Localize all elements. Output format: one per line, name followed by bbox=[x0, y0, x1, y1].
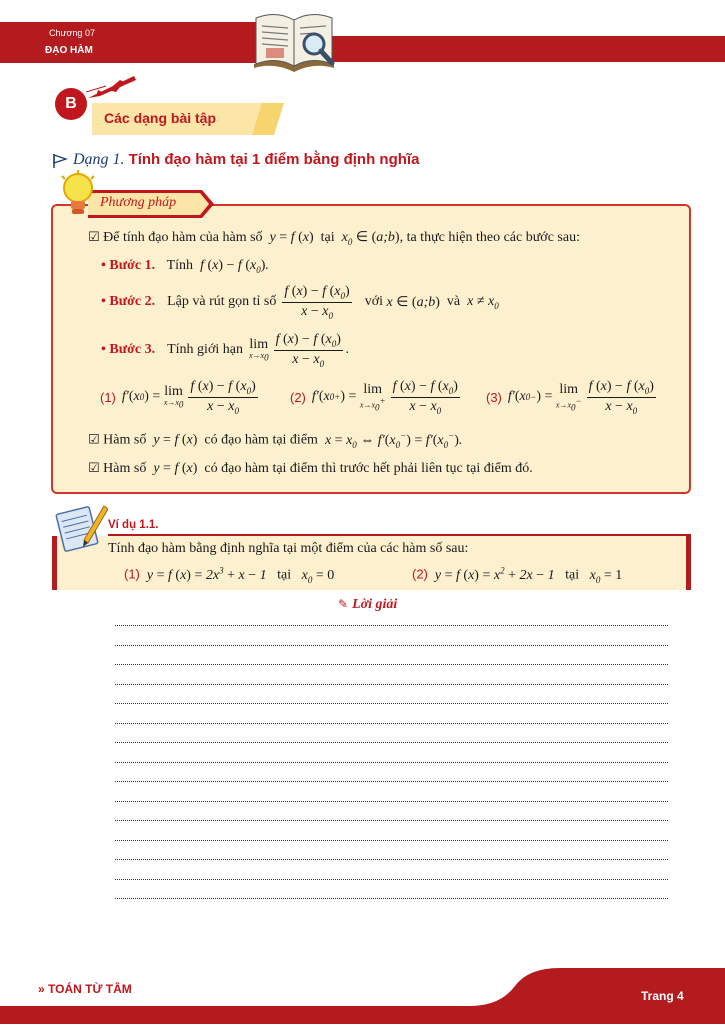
step-2-va: và bbox=[446, 294, 461, 309]
example-label: Ví dụ 1.1. bbox=[108, 519, 159, 531]
step-1 bbox=[101, 258, 269, 275]
example-item-2-tai: tại bbox=[565, 567, 580, 583]
answer-line[interactable] bbox=[115, 625, 668, 626]
note-1-formula: $x = x_0$ ⇔ $f'(x_0^-) = f'(x_0^-)$. bbox=[321, 430, 463, 450]
intro-text-post: , ta thực hiện theo các bước sau: bbox=[399, 230, 580, 245]
formula-2-num: (2) bbox=[290, 389, 306, 405]
method-tab-label: Phương pháp bbox=[100, 195, 177, 210]
answer-line[interactable] bbox=[115, 898, 668, 899]
step-3-formula: lim $x\to x_0$ $\frac{f (x) - f (x_0)}{x - x_0}$ . bbox=[248, 331, 350, 369]
example-item-2-point: $x_0 = 1$ bbox=[582, 567, 623, 585]
step-2-condition: $x \ne x_0$ bbox=[460, 293, 499, 311]
pencil-icon: ✎ bbox=[338, 597, 349, 611]
intro-text-pre: Để tính đạo hàm của hàm số bbox=[103, 230, 263, 245]
checkbox-icon: ☑ bbox=[88, 461, 100, 476]
dang-prefix: Dạng 1. bbox=[73, 151, 125, 168]
open-book-icon bbox=[248, 6, 340, 74]
chapter-title: ĐẠO HÀM bbox=[45, 45, 93, 56]
header-stripe bbox=[282, 36, 725, 62]
notepad-pencil-icon bbox=[54, 500, 108, 552]
flag-icon bbox=[52, 153, 68, 169]
solution-label: Lời giải bbox=[352, 597, 398, 612]
note-1-func: y = f (x) bbox=[149, 432, 198, 448]
answer-line[interactable] bbox=[115, 762, 668, 763]
checkbox-icon: ☑ bbox=[88, 432, 100, 448]
note-2-post: có đạo hàm tại điểm thì trước hết phải liên tục tại điểm đó. bbox=[204, 461, 533, 476]
formula-3-num: (3) bbox=[486, 389, 502, 405]
step-3 bbox=[101, 329, 349, 371]
answer-line[interactable] bbox=[115, 664, 668, 665]
intro-formula-func: y = f (x) bbox=[266, 230, 314, 245]
lightbulb-icon bbox=[58, 170, 98, 220]
solution-heading bbox=[338, 595, 397, 613]
note-2-pre: Hàm số bbox=[103, 461, 147, 476]
step-2 bbox=[101, 281, 499, 323]
example-statement: Tính đạo hàm bằng định nghĩa tại một điểm của các hàm số sau: bbox=[108, 541, 469, 556]
formula-1-num: (1) bbox=[100, 389, 116, 405]
example-item-1-num: (1) bbox=[124, 566, 140, 582]
step-3-text: Tính giới hạn bbox=[167, 342, 243, 357]
section-badge: B bbox=[55, 88, 87, 120]
answer-line[interactable] bbox=[115, 801, 668, 802]
example-item-2 bbox=[412, 565, 622, 584]
step-2-domain: x ∈ (a;b) bbox=[382, 294, 440, 310]
answer-line[interactable] bbox=[115, 645, 668, 646]
answer-line[interactable] bbox=[115, 723, 668, 724]
header-banner bbox=[0, 22, 282, 63]
airplane-icon bbox=[86, 72, 138, 102]
answer-line[interactable] bbox=[115, 781, 668, 782]
answer-line[interactable] bbox=[115, 742, 668, 743]
step-1-formula: f (x) − f $(x_0)$. bbox=[196, 258, 269, 275]
note-1 bbox=[88, 430, 462, 449]
example-item-1-tai: tại bbox=[277, 567, 292, 583]
intro-text-tai: tại bbox=[320, 230, 335, 245]
checkbox-icon: ☑ bbox=[88, 230, 100, 245]
note-1-mid: có đạo hàm tại điểm bbox=[204, 432, 318, 448]
example-item-2-func: y = f $(x) = x^2 + 2x - 1$ bbox=[431, 565, 562, 583]
step-2-voi: với bbox=[364, 294, 383, 309]
example-item-1 bbox=[124, 565, 334, 584]
answer-line[interactable] bbox=[115, 840, 668, 841]
footer-brand: » TOÁN TỪ TÂM bbox=[38, 982, 132, 996]
step-2-text: Lập và rút gọn tỉ số bbox=[167, 294, 277, 309]
step-1-label: • Bước 1. bbox=[101, 258, 156, 273]
dang-heading bbox=[73, 151, 419, 169]
chapter-label: Chương 07 bbox=[49, 28, 95, 38]
step-3-label: • Bước 3. bbox=[101, 342, 156, 357]
formula-3: (3) f′ ( x 0 − ) = lim $x\to x_0^-$ $\frac{f (x) - f (x_0)}{x - x_0}$ bbox=[486, 378, 654, 416]
method-intro bbox=[88, 229, 580, 247]
note-2-func: y = f (x) bbox=[149, 461, 198, 476]
note-2 bbox=[88, 461, 533, 477]
dang-title: Tính đạo hàm tại 1 điểm bằng định nghĩa bbox=[128, 151, 420, 168]
page-number: Trang 4 bbox=[641, 989, 684, 1003]
section-title: Các dạng bài tập bbox=[104, 110, 217, 126]
answer-line[interactable] bbox=[115, 820, 668, 821]
formula-2: (2) f′ ( x 0 + ) = lim $x\to x_0^+$ $\frac{f (x) - f (x_0)}{x - x_0}$ bbox=[290, 378, 458, 416]
answer-line[interactable] bbox=[115, 703, 668, 704]
example-item-1-func: y = f $(x) = 2x^3 + x - 1$ bbox=[143, 565, 274, 583]
intro-formula-point: $x_0$ ∈ (a;b) bbox=[338, 230, 400, 247]
example-top-rule bbox=[108, 534, 691, 536]
answer-line[interactable] bbox=[115, 684, 668, 685]
example-item-1-point: $x_0 = 0$ bbox=[294, 567, 335, 585]
answer-line[interactable] bbox=[115, 879, 668, 880]
step-1-text: Tính bbox=[166, 258, 194, 273]
example-item-2-num: (2) bbox=[412, 566, 428, 582]
step-2-fraction: $\frac{f (x) - f (x_0)}{x - x_0}$ bbox=[284, 283, 350, 321]
note-1-pre: Hàm số bbox=[103, 432, 147, 448]
formula-1: (1) f′ ( x 0 ) = lim $x\to x_0$ $\frac{f (x) - f (x_0)}{x - x_0}$ bbox=[100, 378, 256, 416]
step-2-label: • Bước 2. bbox=[101, 294, 156, 309]
answer-line[interactable] bbox=[115, 859, 668, 860]
